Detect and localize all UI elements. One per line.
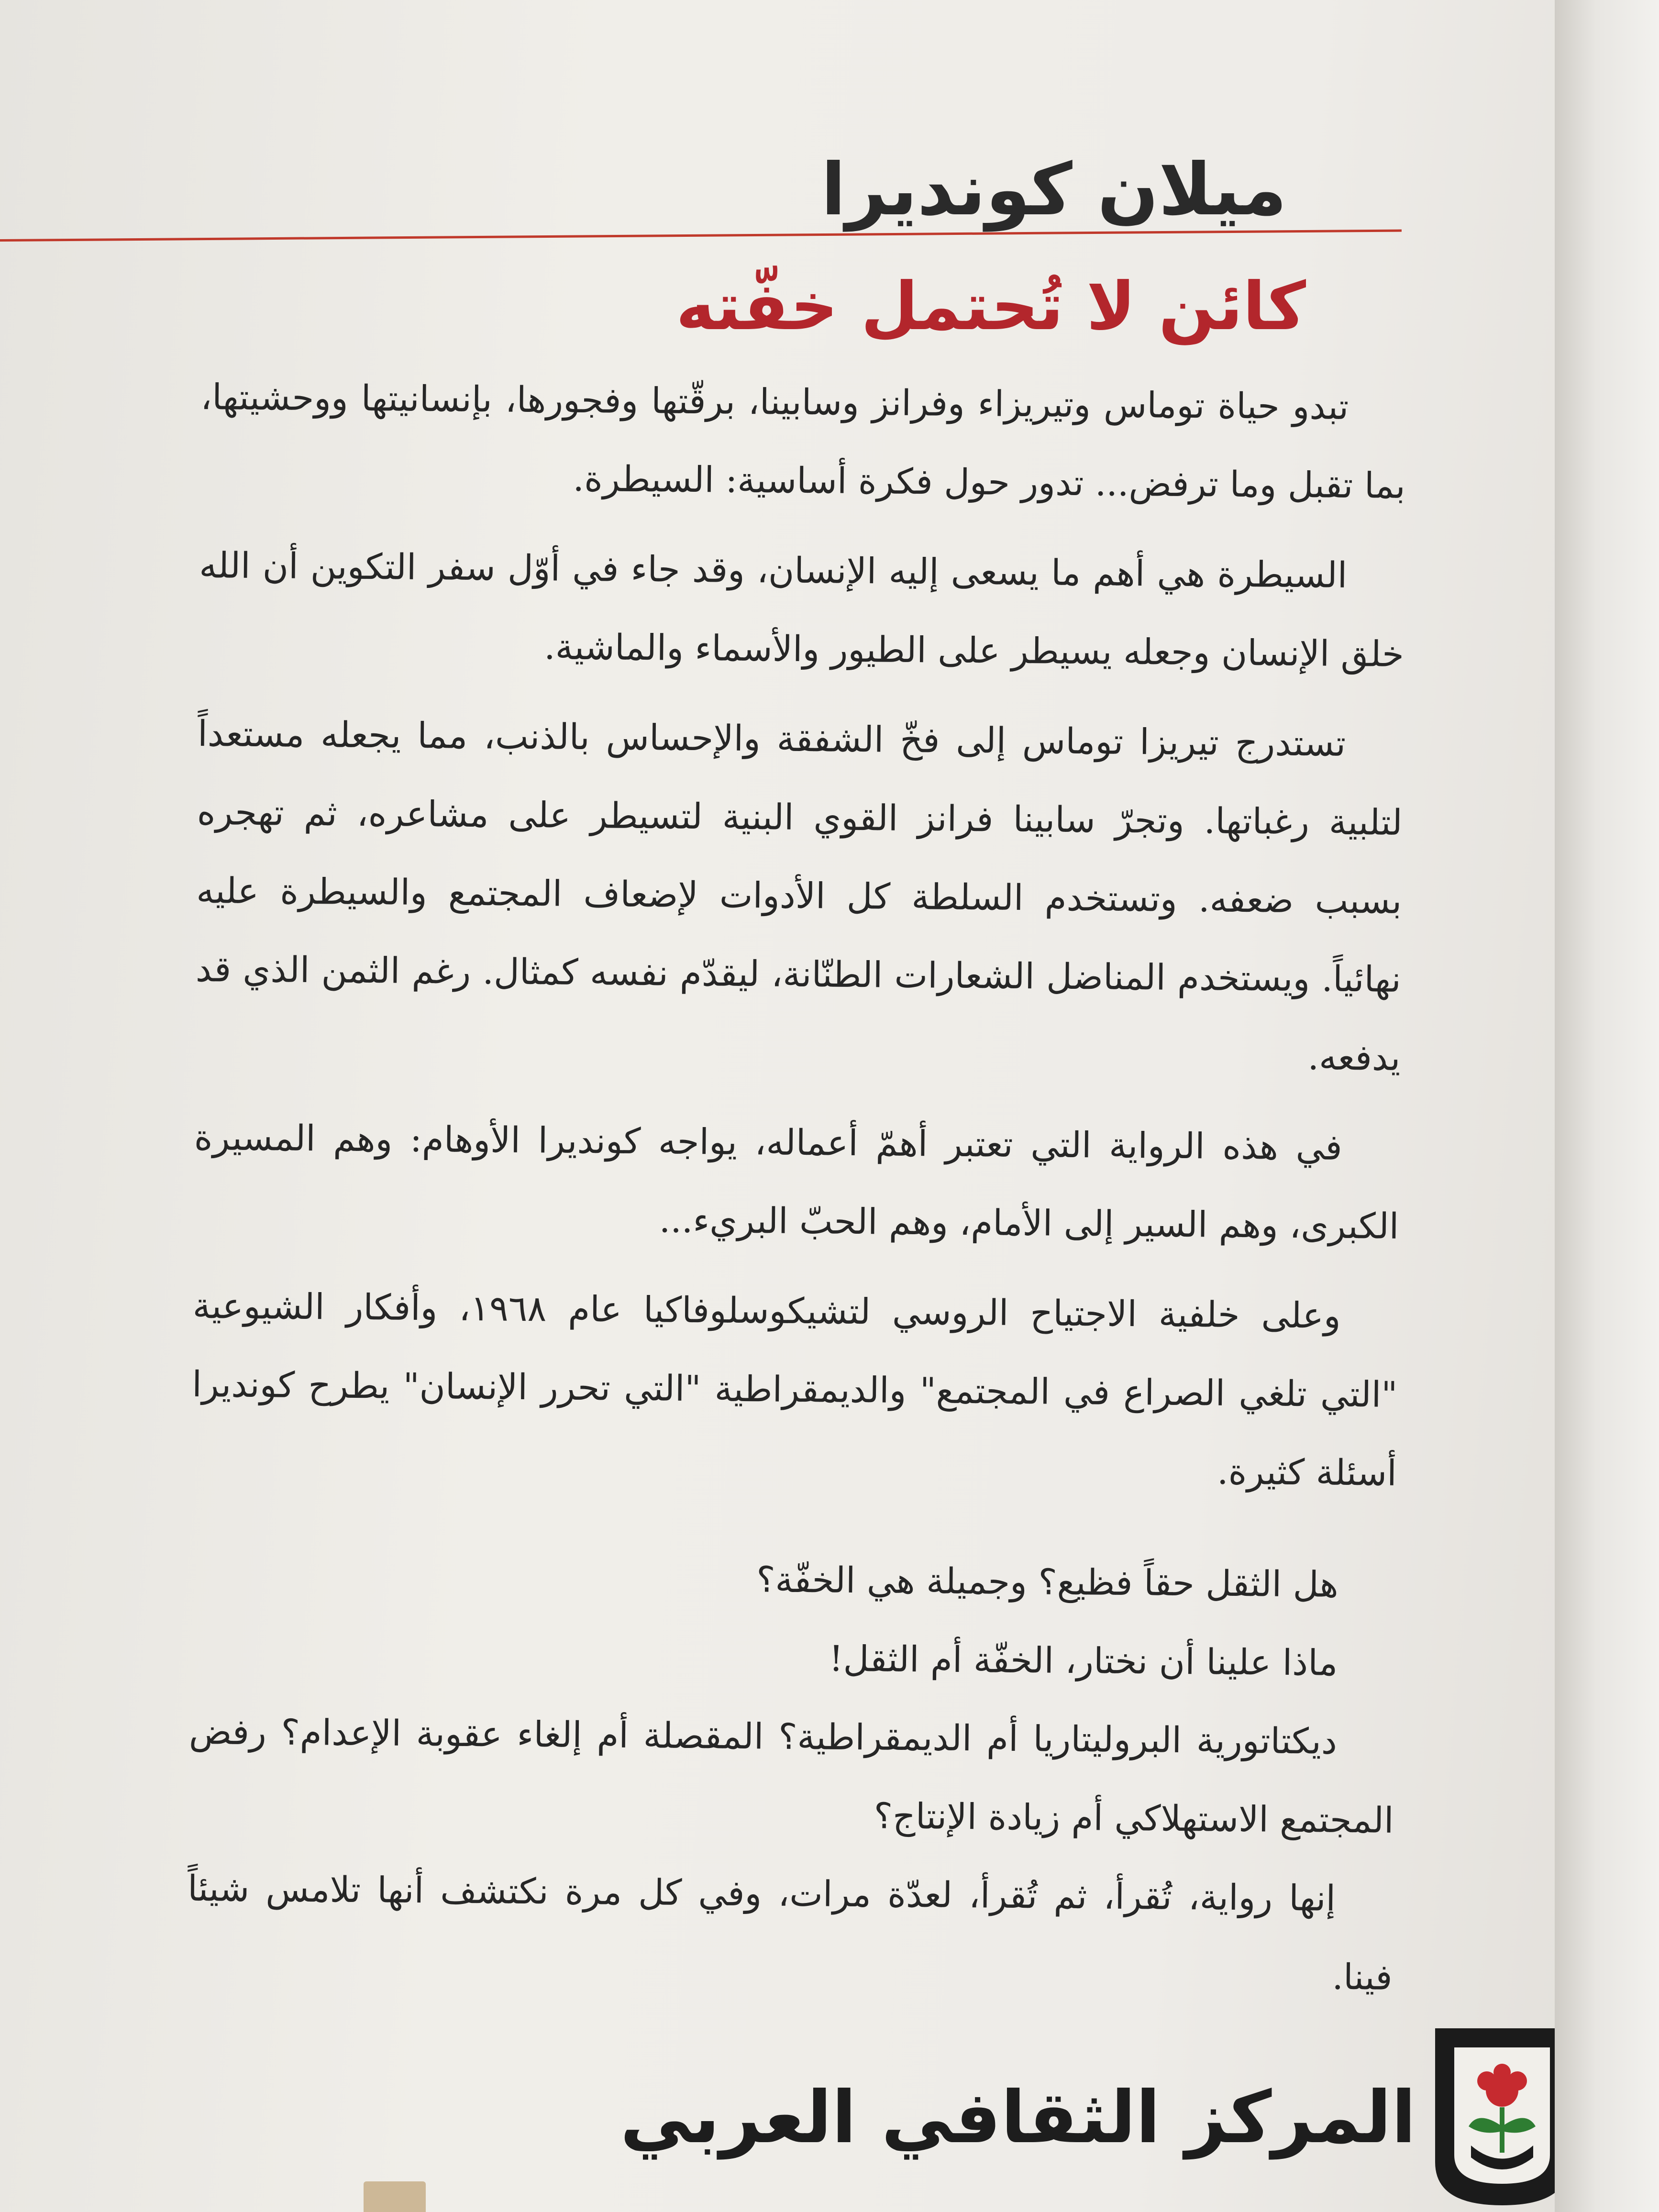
blurb-paragraph: السيطرة هي أهم ما يسعى إليه الإنسان، وقد جاء في أوّل سفر التكوين أن الله خلق الإنسان وجعله يسيطر على الطيور والأسماء والماشية. [199,544,1405,675]
blurb-question: ديكتاتورية البروليتاريا أم الديمقراطية؟ المقصلة أم إلغاء عقوبة الإعدام؟ رفض المجتمع الاستهلاكي أم زيادة الإنتاج؟ [188,1711,1394,1841]
author-name: ميلان كونديرا [821,148,1287,232]
torn-label-fragment [364,2181,426,2212]
page-edge [1555,0,1659,2212]
blurb-question: ماذا علينا أن نختار، الخفّة أم الثقل! [829,1638,1338,1684]
publisher-name: المركز الثقافي العربي [620,2076,1416,2159]
blurb-paragraph: تبدو حياة توماس وتيريزاء وفرانز وسابينا، برقّتها وفجورها، بإنسانيتها ووحشيتها، بما تقبل وما ترفض... تدور حول فكرة أساسية: السيطرة. [200,376,1406,507]
blurb-paragraph: تستدرج تيريزا توماس إلى فخّ الشفقة والإحساس بالذنب، مما يجعله مستعداً لتلبية رغباتها. وتجرّ سابينا فرانز القوي البنية لتسيطر على مشاعره، ثم تهجره بسبب ضعفه. وتستخدم السلطة كل الأدوات لإضعاف المجتمع والسيطرة عليه نهائياً. ويستخدم المناضل الشعارات الطنّانة، ليقدّم نفسه كمثال. رغم الثمن الذي قد يدفعه. [195,713,1403,1079]
blurb-text [187,358,1406,2017]
blurb-question: هل الثقل حقاً فظيع؟ وجميلة هي الخفّة؟ [756,1559,1339,1605]
blurb-paragraph: في هذه الرواية التي تعتبر أهمّ أعماله، يواجه كونديرا الأوهام: وهم المسيرة الكبرى، وهم السير إلى الأمام، وهم الحبّ البريء... [194,1117,1399,1247]
book-title: كائن لا تُحتمل خفّته [675,268,1306,345]
title-divider [0,230,1402,242]
blurb-closing: إنها رواية، تُقرأ، ثم تُقرأ، لعدّة مرات، وفي كل مرة نكتشف أنها تلامس شيئاً فينا. [187,1868,1393,1998]
publisher-logo [620,2009,1579,2212]
blurb-paragraph: وعلى خلفية الاجتياح الروسي لتشيكوسلوفاكيا عام ١٩٦٨، وأفكار الشيوعية "التي تلغي الصراع في المجتمع" والديمقراطية "التي تحرر الإنسان" يطرح كونديرا أسئلة كثيرة. [191,1285,1398,1494]
